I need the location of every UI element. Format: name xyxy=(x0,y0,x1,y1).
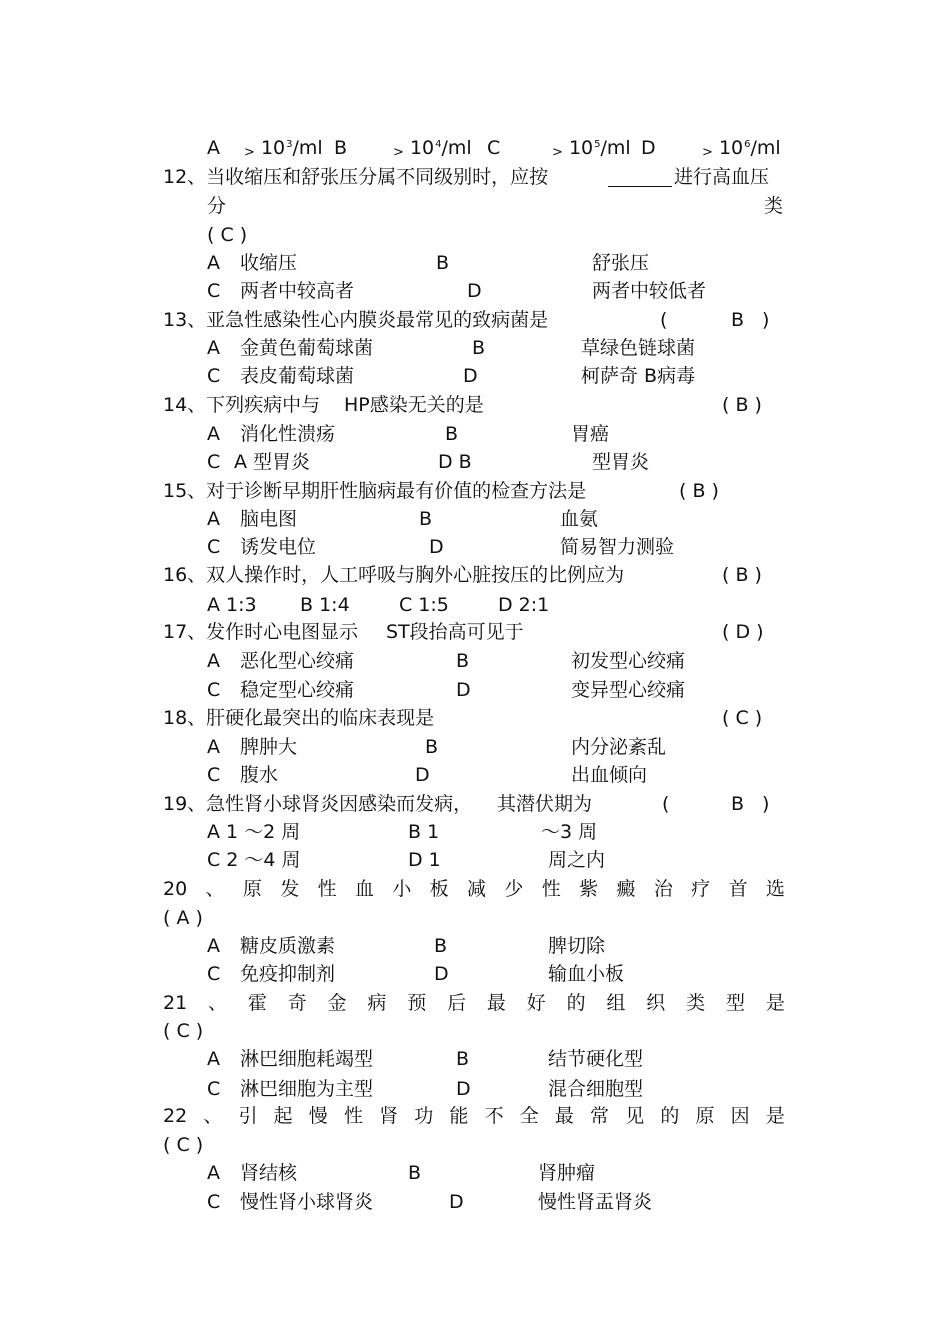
q20-d-letter: D xyxy=(434,963,449,985)
q13-d-text: 柯萨奇 B病毒 xyxy=(581,365,696,387)
q21-char: 最 xyxy=(486,992,506,1014)
q19-option-c: C 2 ～4 周 xyxy=(207,849,301,871)
q22-char: 慢 xyxy=(308,1105,328,1127)
q18-b-text: 内分泌紊乱 xyxy=(571,736,667,758)
q21-char: 类 xyxy=(686,992,706,1014)
q17-a-letter: A xyxy=(207,650,220,672)
q20-c-letter: C xyxy=(207,963,221,985)
q21-char: 病 xyxy=(367,992,387,1014)
q15-c-text: 诱发电位 xyxy=(240,536,317,558)
q21-char: 奇 xyxy=(287,992,307,1014)
q22-char: 的 xyxy=(660,1105,680,1127)
q19-answer-letter: B xyxy=(731,793,745,815)
q22-char: 常 xyxy=(590,1105,610,1127)
q14-d-text: 型胃炎 xyxy=(592,451,650,473)
q22-b-letter: B xyxy=(408,1162,422,1184)
q13-answer-open: ( xyxy=(660,309,668,331)
q21-char: 织 xyxy=(646,992,666,1014)
q12-b-letter: B xyxy=(436,252,450,274)
q20-b-text: 脾切除 xyxy=(548,935,606,957)
q20-char: 首 xyxy=(728,878,748,900)
q12-answer: ( C ) xyxy=(207,224,248,246)
q21-char: 预 xyxy=(407,992,427,1014)
q20-a-letter: A xyxy=(207,935,220,957)
q22-char: 22 xyxy=(163,1105,188,1127)
q15-b-letter: B xyxy=(419,508,433,530)
q16-answer: ( B ) xyxy=(722,564,762,586)
q14-c-text: A 型胃炎 xyxy=(234,451,311,473)
q22-text xyxy=(163,1107,785,1126)
q21-a-text: 淋巴细胞耗竭型 xyxy=(240,1048,374,1070)
q21-char: 是 xyxy=(765,992,785,1014)
q20-char: 发 xyxy=(280,878,300,900)
q20-char: 、 xyxy=(205,878,225,900)
q22-c-letter: C xyxy=(207,1191,221,1213)
q21-c-text: 淋巴细胞为主型 xyxy=(240,1078,374,1100)
q14-a-letter: A xyxy=(207,423,220,445)
q19-option-b-pre: B 1 xyxy=(408,821,440,843)
q13-text: 13、亚急性感染性心内膜炎最常见的致病菌是 xyxy=(163,309,549,331)
q22-answer: ( C ) xyxy=(163,1134,204,1156)
q22-char: 起 xyxy=(273,1105,293,1127)
q17-c-text: 稳定型心绞痛 xyxy=(240,679,355,701)
q22-char: 原 xyxy=(695,1105,715,1127)
q21-char: 金 xyxy=(327,992,347,1014)
q15-b-text: 血氨 xyxy=(560,508,599,530)
q22-char: 因 xyxy=(730,1105,750,1127)
q15-d-letter: D xyxy=(429,536,444,558)
q22-char: 是 xyxy=(765,1105,785,1127)
q12-b-text: 舒张压 xyxy=(592,252,650,274)
q20-char: 原 xyxy=(242,878,262,900)
q20-b-letter: B xyxy=(434,935,448,957)
q11-option-a-letter: A xyxy=(207,137,220,159)
q13-answer-close: ) xyxy=(762,309,770,331)
q16-option-b: B 1:4 xyxy=(300,594,350,616)
q20-c-text: 免疫抑制剂 xyxy=(240,963,336,985)
q21-char: 型 xyxy=(725,992,745,1014)
q17-text-post: ST段抬高可见于 xyxy=(386,621,524,643)
q18-a-text: 脾肿大 xyxy=(240,736,298,758)
q11-option-b-value: > $10^4/ml$ xyxy=(393,137,472,160)
q14-text-post: HP感染无关的是 xyxy=(344,394,484,416)
q13-b-text: 草绿色链球菌 xyxy=(581,337,696,359)
q12-d-letter: D xyxy=(467,280,482,302)
q22-char: 引 xyxy=(238,1105,258,1127)
q21-d-text: 混合细胞型 xyxy=(548,1078,644,1100)
q11-option-a-value: > $10^3/ml$ xyxy=(244,137,323,160)
q13-a-letter: A xyxy=(207,337,220,359)
q21-char: 好 xyxy=(526,992,546,1014)
q15-c-letter: C xyxy=(207,536,221,558)
q12-c-letter: C xyxy=(207,280,221,302)
q21-char: 21 xyxy=(163,992,188,1014)
q22-char: 功 xyxy=(414,1105,434,1127)
q17-a-text: 恶化型心绞痛 xyxy=(240,650,355,672)
q22-char: 不 xyxy=(484,1105,504,1127)
q21-text xyxy=(163,994,785,1013)
q14-text-pre: 14、下列疾病中与 xyxy=(163,394,321,416)
q16-option-d: D 2:1 xyxy=(498,594,550,616)
q16-option-a: A 1:3 xyxy=(207,594,257,616)
q22-a-text: 肾结核 xyxy=(240,1162,298,1184)
q12-a-letter: A xyxy=(207,252,220,274)
q11-option-c-letter: C xyxy=(487,137,501,159)
q21-char: 霍 xyxy=(247,992,267,1014)
q17-answer: ( D ) xyxy=(722,621,764,643)
q20-d-text: 输血小板 xyxy=(548,963,625,985)
q20-text xyxy=(163,880,785,899)
q20-char: 减 xyxy=(467,878,487,900)
q22-char: 肾 xyxy=(379,1105,399,1127)
q22-char: 能 xyxy=(449,1105,469,1127)
q21-a-letter: A xyxy=(207,1048,220,1070)
q17-b-letter: B xyxy=(456,650,470,672)
q13-answer-letter: B xyxy=(731,309,745,331)
q13-c-letter: C xyxy=(207,365,221,387)
q21-b-text: 结节硬化型 xyxy=(548,1048,644,1070)
q18-text: 18、肝硬化最突出的临床表现是 xyxy=(163,707,435,729)
q22-a-letter: A xyxy=(207,1162,220,1184)
q20-char: 疗 xyxy=(691,878,711,900)
q12-line2-right: 类 xyxy=(764,195,784,217)
q20-answer: ( A ) xyxy=(163,907,203,929)
q12-line2-left: 分 xyxy=(207,195,227,217)
q20-char: 选 xyxy=(765,878,785,900)
q22-d-letter: D xyxy=(449,1191,464,1213)
q13-b-letter: B xyxy=(472,337,486,359)
q19-option-d-pre: D 1 xyxy=(408,849,441,871)
q15-d-text: 简易智力测验 xyxy=(560,536,675,558)
q21-char: 后 xyxy=(447,992,467,1014)
q18-b-letter: B xyxy=(425,736,439,758)
q14-b-letter: B xyxy=(445,423,459,445)
q11-option-c-value: > $10^5/ml$ xyxy=(552,137,631,160)
q20-a-text: 糖皮质激素 xyxy=(240,935,336,957)
q17-d-text: 变异型心绞痛 xyxy=(571,679,686,701)
q21-answer: ( C ) xyxy=(163,1020,204,1042)
q14-c-letter: C xyxy=(207,451,221,473)
q11-option-d-value: > $10^6/ml$ xyxy=(702,137,781,160)
q17-d-letter: D xyxy=(456,679,471,701)
q13-c-text: 表皮葡萄球菌 xyxy=(240,365,355,387)
q22-char: 最 xyxy=(554,1105,574,1127)
q14-a-text: 消化性溃疡 xyxy=(240,423,336,445)
q14-answer: ( B ) xyxy=(722,394,762,416)
q17-c-letter: C xyxy=(207,679,221,701)
q21-d-letter: D xyxy=(456,1078,471,1100)
q18-d-text: 出血倾向 xyxy=(571,764,648,786)
q19-answer-close: ) xyxy=(762,793,770,815)
q20-char: 20 xyxy=(163,878,188,900)
q22-char: 全 xyxy=(519,1105,539,1127)
q22-char: 、 xyxy=(203,1105,223,1127)
q18-answer: ( C ) xyxy=(722,707,763,729)
q20-char: 小 xyxy=(392,878,412,900)
q20-char: 治 xyxy=(653,878,673,900)
q20-char: 性 xyxy=(317,878,337,900)
q12-a-text: 收缩压 xyxy=(240,252,298,274)
q22-char: 性 xyxy=(343,1105,363,1127)
q20-char: 少 xyxy=(504,878,524,900)
q19-option-b-post: ～3 周 xyxy=(541,821,598,843)
q22-b-text: 肾肿瘤 xyxy=(538,1162,596,1184)
q20-char: 血 xyxy=(354,878,374,900)
q12-blank-line: 进行高血压 xyxy=(608,168,769,187)
q13-a-text: 金黄色葡萄球菌 xyxy=(240,337,374,359)
q11-option-b-letter: B xyxy=(334,137,348,159)
q15-a-text: 脑电图 xyxy=(240,508,298,530)
q20-char: 紫 xyxy=(579,878,599,900)
q22-c-text: 慢性肾小球肾炎 xyxy=(240,1191,374,1213)
q20-char: 癜 xyxy=(616,878,636,900)
q18-c-text: 腹水 xyxy=(240,764,279,786)
q19-text-post: 其潜伏期为 xyxy=(497,793,593,815)
q14-b-text: 胃癌 xyxy=(571,423,610,445)
q17-b-text: 初发型心绞痛 xyxy=(571,650,686,672)
q21-char: 、 xyxy=(208,992,228,1014)
q18-d-letter: D xyxy=(415,764,430,786)
q16-option-c: C 1:5 xyxy=(399,594,449,616)
q22-d-text: 慢性肾盂肾炎 xyxy=(538,1191,653,1213)
q22-char: 见 xyxy=(625,1105,645,1127)
q12-d-text: 两者中较低者 xyxy=(592,280,707,302)
q20-char: 板 xyxy=(429,878,449,900)
q14-d-letter: D B xyxy=(438,451,472,473)
q20-char: 性 xyxy=(541,878,561,900)
q15-a-letter: A xyxy=(207,508,220,530)
q15-answer: ( B ) xyxy=(679,480,719,502)
answer-blank xyxy=(608,168,672,187)
q12-text: 12、当收缩压和舒张压分属不同级别时，应按 xyxy=(163,166,549,188)
q19-answer-open: ( xyxy=(662,793,670,815)
q18-c-letter: C xyxy=(207,764,221,786)
q18-a-letter: A xyxy=(207,736,220,758)
q11-option-d-letter: D xyxy=(641,137,656,159)
q17-text-pre: 17、发作时心电图显示 xyxy=(163,621,359,643)
q16-text: 16、双人操作时，人工呼吸与胸外心脏按压的比例应为 xyxy=(163,564,625,586)
q21-char: 的 xyxy=(566,992,586,1014)
q19-option-d-post: 周之内 xyxy=(548,849,606,871)
q19-option-a: A 1 ～2 周 xyxy=(207,821,301,843)
q13-d-letter: D xyxy=(463,365,478,387)
q15-text: 15、对于诊断早期肝性脑病最有价值的检查方法是 xyxy=(163,480,587,502)
q21-char: 组 xyxy=(606,992,626,1014)
q21-c-letter: C xyxy=(207,1078,221,1100)
q21-b-letter: B xyxy=(456,1048,470,1070)
q19-text-pre: 19、急性肾小球肾炎因感染而发病， xyxy=(163,793,473,815)
q12-c-text: 两者中较高者 xyxy=(240,280,355,302)
